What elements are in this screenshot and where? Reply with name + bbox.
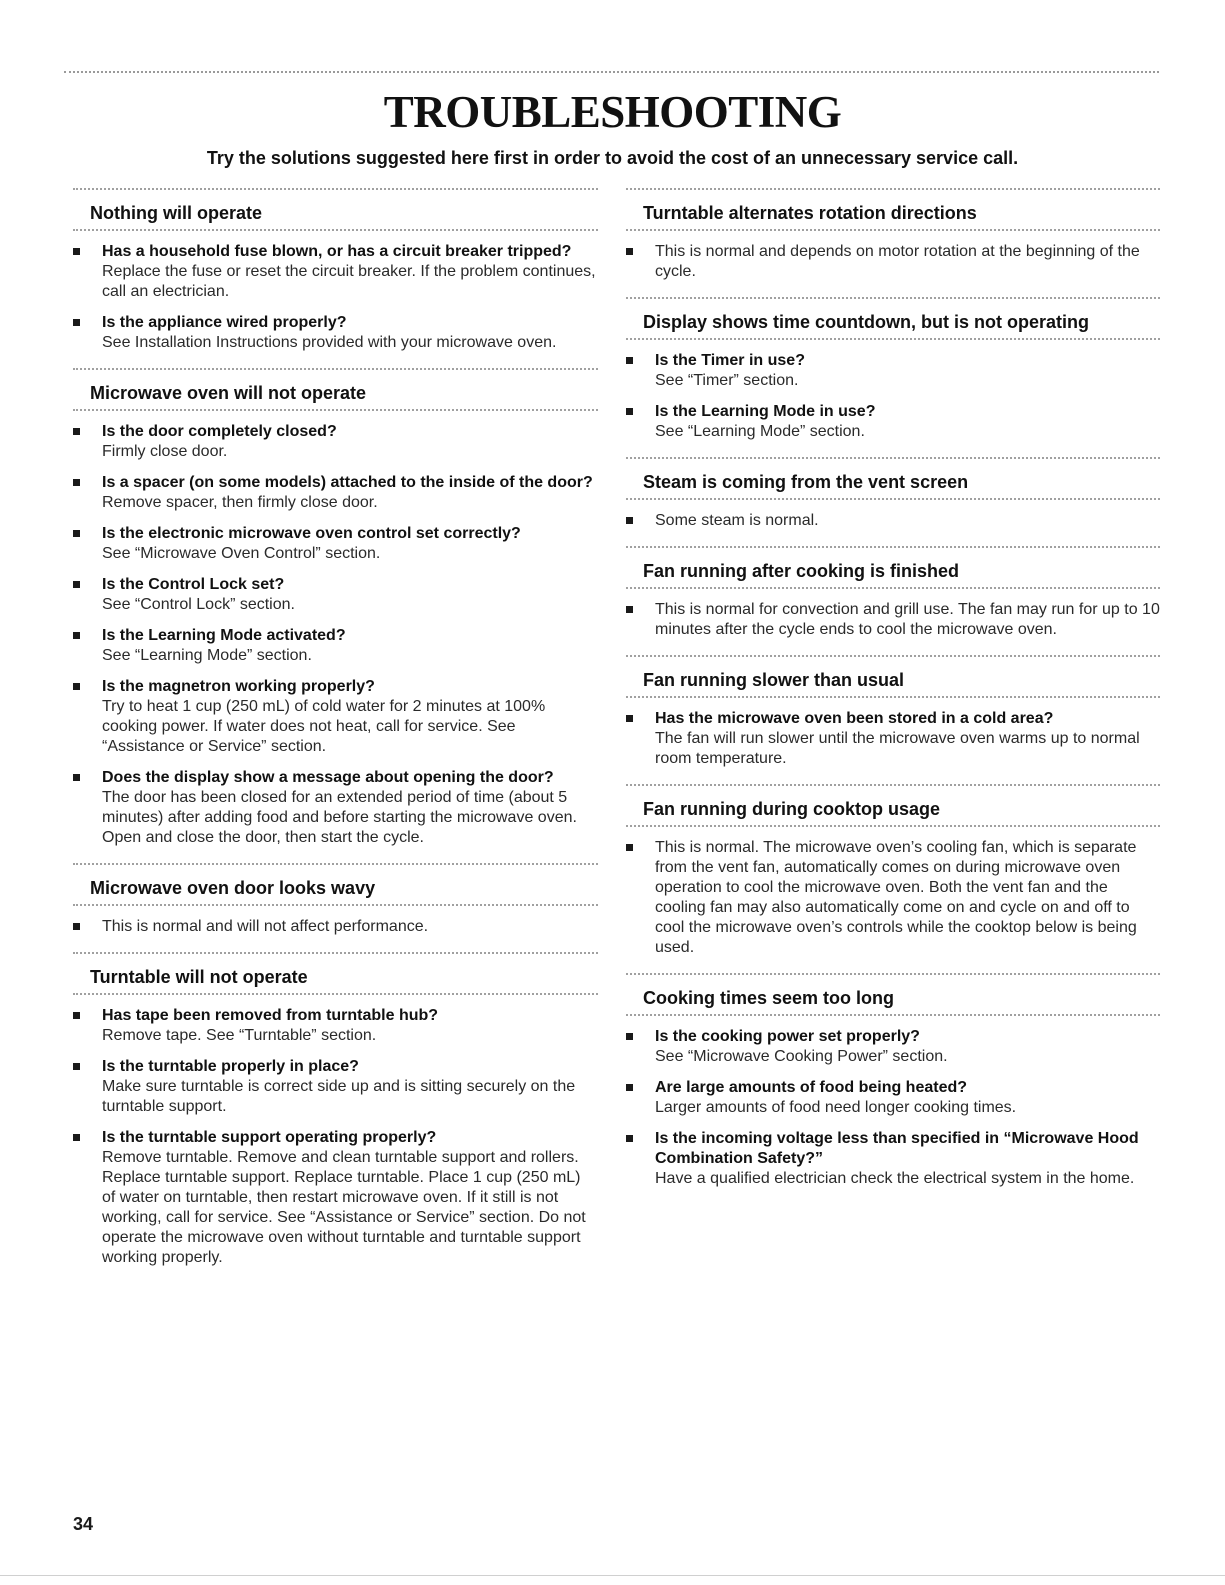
- answer-text: Firmly close door.: [102, 443, 228, 460]
- section-header: [626, 297, 1160, 340]
- answer-text: Make sure turntable is correct side up and is sitting securely on the turntable support.: [102, 1078, 576, 1115]
- section-title: Turntable will not operate: [90, 967, 308, 987]
- list-item: [73, 626, 598, 666]
- section-title: Turntable alternates rotation directions: [643, 203, 977, 223]
- answer-text: Larger amounts of food need longer cooking times.: [655, 1099, 1017, 1116]
- section-header: [73, 952, 598, 995]
- section-header: [626, 655, 1160, 698]
- question-text: Is the Timer in use?: [655, 352, 805, 369]
- square-bullet-icon: [73, 479, 80, 486]
- answer-text: The fan will run slower until the microwave oven warms up to normal room temperature.: [655, 730, 1140, 767]
- list-item: [626, 709, 1160, 769]
- top-rule: [64, 71, 1159, 73]
- troubleshooting-section: [73, 368, 598, 863]
- question-text: Is the Learning Mode in use?: [655, 403, 876, 420]
- square-bullet-icon: [626, 408, 633, 415]
- section-header: [73, 368, 598, 411]
- answer-text: This is normal. The microwave oven’s cooling fan, which is separate from the vent fan, automatically comes on during microwave oven operation to cool the microwave oven. Both the vent fan and the cooling fan may also automatically come on and cycle on and off to cool the microwave oven’s controls while the cooktop below is being used.: [655, 839, 1137, 956]
- answer-text: This is normal for convection and grill use. The fan may run for up to 10 minutes after the cycle ends to cool the microwave oven.: [655, 601, 1160, 638]
- question-text: Is the incoming voltage less than specified in “Microwave Hood Combination Safety?”: [655, 1130, 1139, 1167]
- troubleshooting-section: [626, 655, 1160, 784]
- question-text: Is the Learning Mode activated?: [102, 627, 346, 644]
- bottom-rule: [0, 1575, 1225, 1576]
- list-item: [73, 677, 598, 757]
- section-title: Fan running during cooktop usage: [643, 799, 940, 819]
- section-title: Nothing will operate: [90, 203, 263, 223]
- answer-text: Try to heat 1 cup (250 mL) of cold water for 2 minutes at 100% cooking power. If water does not heat, call for service. See “Assistance or Service” section.: [102, 698, 546, 755]
- square-bullet-icon: [626, 1135, 633, 1142]
- section-title: Microwave oven will not operate: [90, 383, 367, 403]
- question-text: Is the electronic microwave oven control set correctly?: [102, 525, 521, 542]
- list-item: [73, 422, 598, 462]
- section-title: Microwave oven door looks wavy: [90, 878, 376, 898]
- troubleshooting-section: [626, 188, 1160, 297]
- list-item: [626, 351, 1160, 391]
- list-item: [73, 575, 598, 615]
- question-text: Has tape been removed from turntable hub?: [102, 1007, 439, 1024]
- section-header: [626, 188, 1160, 231]
- answer-text: Remove spacer, then firmly close door.: [102, 494, 378, 511]
- list-item: [73, 1057, 598, 1117]
- square-bullet-icon: [73, 923, 80, 930]
- square-bullet-icon: [73, 1063, 80, 1070]
- answer-text: The door has been closed for an extended period of time (about 5 minutes) after adding food and before starting the microwave oven. Open and close the door, then start the cycle.: [102, 789, 577, 846]
- troubleshooting-section: [73, 863, 598, 952]
- list-item: [626, 838, 1160, 958]
- list-item: [73, 1006, 598, 1046]
- square-bullet-icon: [626, 517, 633, 524]
- square-bullet-icon: [626, 357, 633, 364]
- page-subtitle: Try the solutions suggested here first in order to avoid the cost of an unnecessary service call.: [206, 148, 1019, 168]
- square-bullet-icon: [626, 606, 633, 613]
- list-item: [626, 1027, 1160, 1067]
- list-item: [626, 402, 1160, 442]
- troubleshooting-section: [73, 188, 598, 368]
- question-text: Is a spacer (on some models) attached to the inside of the door?: [102, 474, 593, 491]
- page-number: 34: [73, 1514, 94, 1534]
- list-item: [73, 768, 598, 848]
- troubleshooting-section: [73, 952, 598, 1283]
- answer-text: See “Learning Mode” section.: [655, 423, 865, 440]
- answer-text: Remove turntable. Remove and clean turntable support and rollers. Replace turntable support. Replace turntable. Place 1 cup (250 mL) of water on turntable, then restart microwave oven. If it still is not working, call for service. See “Assistance or Service” section. Do not operate the microwave oven without turntable and turntable support working properly.: [102, 1149, 586, 1266]
- question-text: Is the cooking power set properly?: [655, 1028, 920, 1045]
- answer-text: See “Learning Mode” section.: [102, 647, 312, 664]
- section-title: Cooking times seem too long: [643, 988, 895, 1008]
- answer-text: This is normal and depends on motor rotation at the beginning of the cycle.: [655, 243, 1140, 280]
- list-item: [626, 242, 1160, 282]
- list-item: [73, 1128, 598, 1268]
- section-title: Fan running slower than usual: [643, 670, 905, 690]
- question-text: Is the Control Lock set?: [102, 576, 285, 593]
- question-text: Has the microwave oven been stored in a cold area?: [655, 710, 1054, 727]
- answer-text: Remove tape. See “Turntable” section.: [102, 1027, 377, 1044]
- square-bullet-icon: [73, 683, 80, 690]
- answer-text: See “Control Lock” section.: [102, 596, 295, 613]
- list-item: [73, 524, 598, 564]
- answer-text: See “Microwave Oven Control” section.: [102, 545, 381, 562]
- list-item: [73, 242, 598, 302]
- right-column: [626, 188, 1160, 1204]
- square-bullet-icon: [73, 581, 80, 588]
- answer-text: Have a qualified electrician check the electrical system in the home.: [655, 1170, 1135, 1187]
- square-bullet-icon: [626, 1033, 633, 1040]
- list-item: [626, 511, 1160, 531]
- question-text: Does the display show a message about opening the door?: [102, 769, 554, 786]
- square-bullet-icon: [73, 1134, 80, 1141]
- list-item: [73, 473, 598, 513]
- question-text: Is the turntable properly in place?: [102, 1058, 359, 1075]
- question-text: Is the appliance wired properly?: [102, 314, 347, 331]
- answer-text: Replace the fuse or reset the circuit breaker. If the problem continues, call an electrician.: [102, 263, 596, 300]
- troubleshooting-section: [626, 457, 1160, 546]
- list-item: [626, 1129, 1160, 1189]
- question-text: Has a household fuse blown, or has a circuit breaker tripped?: [102, 243, 572, 260]
- section-header: [73, 863, 598, 906]
- square-bullet-icon: [73, 530, 80, 537]
- section-header: [626, 973, 1160, 1016]
- section-header: [73, 188, 598, 231]
- troubleshooting-section: [626, 297, 1160, 457]
- square-bullet-icon: [73, 1012, 80, 1019]
- section-title: Display shows time countdown, but is not operating: [643, 312, 1090, 332]
- square-bullet-icon: [626, 715, 633, 722]
- answer-text: See “Timer” section.: [655, 372, 799, 389]
- troubleshooting-section: [626, 546, 1160, 655]
- list-item: [626, 600, 1160, 640]
- square-bullet-icon: [626, 844, 633, 851]
- troubleshooting-section: [626, 784, 1160, 973]
- question-text: Is the door completely closed?: [102, 423, 337, 440]
- answer-text: See Installation Instructions provided with your microwave oven.: [102, 334, 557, 351]
- square-bullet-icon: [626, 248, 633, 255]
- list-item: [73, 917, 598, 937]
- question-text: Are large amounts of food being heated?: [655, 1079, 968, 1096]
- answer-text: See “Microwave Cooking Power” section.: [655, 1048, 948, 1065]
- section-title: Fan running after cooking is finished: [643, 561, 960, 581]
- square-bullet-icon: [73, 248, 80, 255]
- list-item: [73, 313, 598, 353]
- square-bullet-icon: [73, 428, 80, 435]
- section-header: [626, 457, 1160, 500]
- troubleshooting-section: [626, 973, 1160, 1204]
- square-bullet-icon: [73, 632, 80, 639]
- square-bullet-icon: [626, 1084, 633, 1091]
- answer-text: Some steam is normal.: [655, 512, 819, 529]
- answer-text: This is normal and will not affect performance.: [102, 918, 429, 935]
- list-item: [626, 1078, 1160, 1118]
- question-text: Is the turntable support operating properly?: [102, 1129, 437, 1146]
- section-title: Steam is coming from the vent screen: [643, 472, 969, 492]
- square-bullet-icon: [73, 319, 80, 326]
- question-text: Is the magnetron working properly?: [102, 678, 375, 695]
- section-header: [626, 546, 1160, 589]
- section-header: [626, 784, 1160, 827]
- page-title: TROUBLESHOOTING: [383, 87, 842, 137]
- square-bullet-icon: [73, 774, 80, 781]
- left-column: [73, 188, 598, 1283]
